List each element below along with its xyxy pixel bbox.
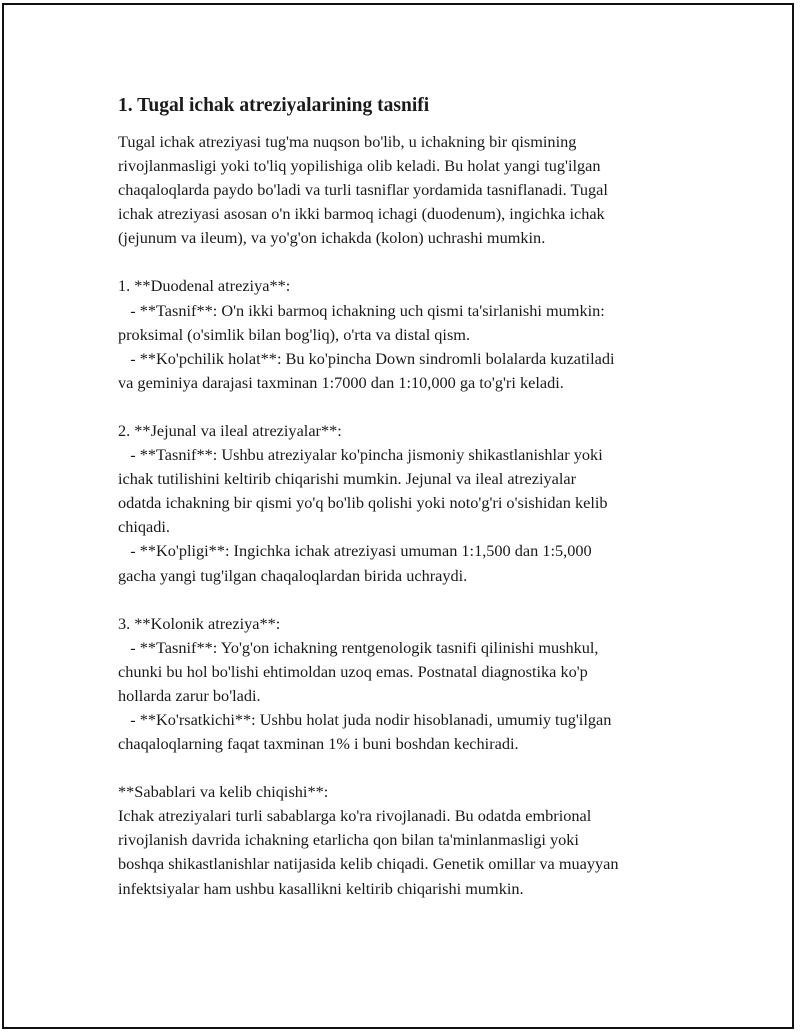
document-body [118,93,708,901]
paragraph-gap [118,588,708,612]
paragraph-gap [118,250,708,274]
section-colonic-atresia: 3. **Kolonik atreziya**: - **Tasnif**: Yo'g'on ichakning rentgenologik tasnifi qilinishi mushkul, chunki bu hol bo'lishi ehtimoldan uzoq emas. Postnatal diagnostika ko'p hollarda zarur bo'ladi. - **Ko'rsatkichi**: Ushbu holat juda nodir hisoblanadi, umumiy tug'ilgan chaqaloqlarning faqat taxminan 1% i buni boshdan kechiradi. [118,613,612,754]
document-title: 1. Tugal ichak atreziyalarining tasnifi [118,95,430,116]
section-jejunal-ileal-atresia: 2. **Jejunal va ileal atreziyalar**: - **Tasnif**: Ushbu atreziyalar ko'pincha jismoniy shikastlanishlar yoki ichak tutilishini keltirib chiqarishi mumkin. Jejunal va ileal atreziyalar odatda ichakning bir qismi yo'q bo'lib qolishi yoki noto'g'ri o'sishidan kelib chiqadi. - **Ko'pligi**: Ingichka ichak atreziyasi umuman 1:1,500 dan 1:5,000 gacha yangi tug'ilgan chaqaloqlardan birida uchraydi. [118,420,608,585]
section-duodenal-atresia: 1. **Duodenal atreziya**: - **Tasnif**: O'n ikki barmoq ichakning uch qismi ta'sirlanishi mumkin: proksimal (o'simlik bilan bog'liq), o'rta va distal qism. - **Ko'pchilik holat**: Bu ko'pincha Down sindromli bolalarda kuzatiladi va geminiya darajasi taxminan 1:7000 dan 1:10,000 ga to'g'ri keladi. [118,276,615,392]
section-causes: **Sabablari va kelib chiqishi**: Ichak atreziyalari turli sabablarga ko'ra rivojlanadi. Bu odatda embrional rivojlanish davrida ichakning etarlicha qon bilan ta'minlanmasligi yoki boshqa shikastlanishlar natijasida kelib chiqadi. Genetik omillar va muayyan infektsiyalar ham ushbu kasallikni keltirib chiqarishi mumkin. [118,782,619,898]
paragraph-gap [118,395,708,419]
intro-paragraph: Tugal ichak atreziyasi tug'ma nuqson bo'lib, u ichakning bir qismining rivojlanmasligi yoki to'liq yopilishiga olib keladi. Bu holat yangi tug'ilgan chaqaloqlarda paydo bo'ladi va turli tasniflar yordamida tasniflanadi. Tugal ichak atreziyasi asosan o'n ikki barmoq ichagi (duodenum), ingichka ichak (jejunum va ileum), va yo'g'on ichakda (kolon) uchrashi mumkin. [118,132,608,248]
paragraph-gap [118,756,708,780]
